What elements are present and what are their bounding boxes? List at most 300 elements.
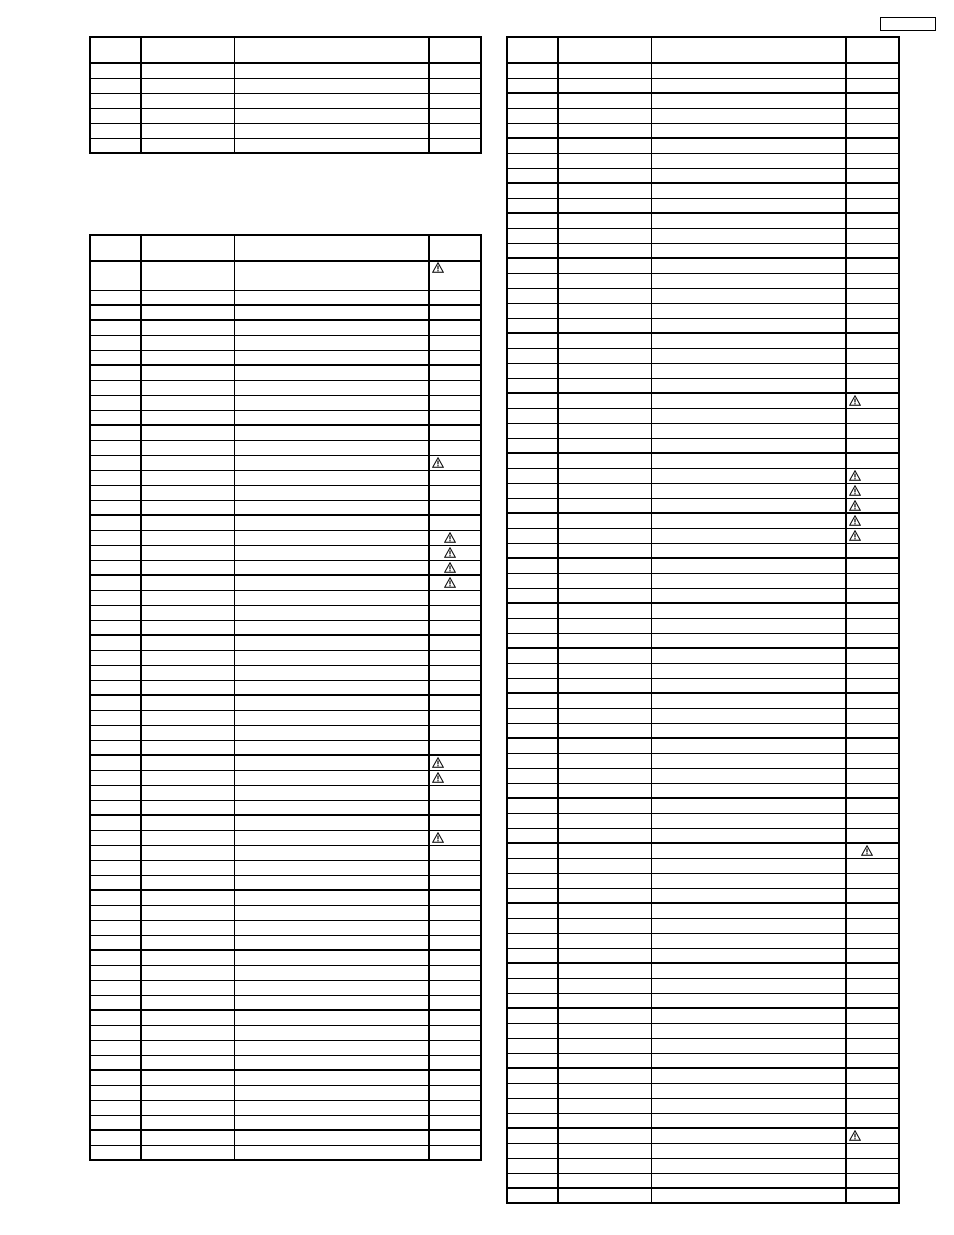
part-no-cell: [558, 63, 651, 78]
warning-triangle-icon: [849, 530, 861, 541]
ref-cell: [90, 138, 141, 153]
ref-cell: [90, 1085, 141, 1100]
qty-cell: [429, 560, 481, 575]
part-no-cell: [558, 1038, 651, 1053]
part-no-cell: [141, 123, 234, 138]
ref-cell: [507, 513, 558, 528]
ref-cell: [90, 755, 141, 770]
table-row: [90, 695, 481, 710]
ref-cell: [90, 365, 141, 380]
description-cell: [234, 965, 429, 980]
ref-cell: [90, 995, 141, 1010]
qty-cell: [429, 605, 481, 620]
description-cell: [234, 845, 429, 860]
warning-triangle-icon: [444, 547, 456, 558]
description-cell: [651, 588, 846, 603]
warning-triangle-icon: [444, 562, 456, 573]
table-row: [90, 395, 481, 410]
ref-cell: [90, 650, 141, 665]
part-no-cell: [141, 830, 234, 845]
part-no-cell: [141, 138, 234, 153]
warning-triangle-icon: [444, 532, 456, 543]
part-no-cell: [141, 63, 234, 78]
qty-cell: [846, 1113, 899, 1128]
description-cell: [651, 288, 846, 303]
qty-cell: [429, 365, 481, 380]
qty-cell: [429, 1145, 481, 1160]
part-no-cell: [558, 1023, 651, 1038]
table-row: [90, 123, 481, 138]
description-cell: [234, 455, 429, 470]
ref-cell: [90, 1010, 141, 1025]
qty-cell: [429, 620, 481, 635]
qty-cell: [846, 37, 899, 63]
table-row: [90, 500, 481, 515]
qty-cell: [846, 603, 899, 618]
qty-cell: [846, 273, 899, 288]
part-no-cell: [558, 888, 651, 903]
description-cell: [651, 138, 846, 153]
part-no-cell: [558, 828, 651, 843]
table-row: [507, 663, 899, 678]
part-no-cell: [558, 273, 651, 288]
part-no-cell: [558, 408, 651, 423]
description-cell: [651, 603, 846, 618]
table-row: [507, 1053, 899, 1068]
ref-cell: [90, 1145, 141, 1160]
part-no-cell: [558, 138, 651, 153]
qty-cell: [429, 425, 481, 440]
qty-cell: [846, 1158, 899, 1173]
description-cell: [234, 950, 429, 965]
qty-cell: [846, 543, 899, 558]
ref-cell: [507, 1188, 558, 1203]
qty-cell: [429, 725, 481, 740]
warning-triangle-icon: [861, 845, 873, 856]
description-cell: [651, 1128, 846, 1143]
part-no-cell: [558, 858, 651, 873]
part-no-cell: [141, 380, 234, 395]
part-no-cell: [558, 108, 651, 123]
qty-cell: [429, 935, 481, 950]
description-cell: [651, 573, 846, 588]
table-row: [90, 290, 481, 305]
table-row: [90, 620, 481, 635]
ref-cell: [507, 108, 558, 123]
table-row: [90, 1055, 481, 1070]
part-no-cell: [141, 530, 234, 545]
qty-cell: [429, 1100, 481, 1115]
ref-cell: [507, 483, 558, 498]
ref-cell: [90, 905, 141, 920]
table-row: [90, 575, 481, 590]
description-cell: [234, 1055, 429, 1070]
table-row: [90, 680, 481, 695]
ref-cell: [90, 108, 141, 123]
table-row: [507, 603, 899, 618]
qty-cell: [846, 468, 899, 483]
description-cell: [651, 1053, 846, 1068]
qty-cell: [429, 1130, 481, 1145]
description-cell: [651, 993, 846, 1008]
description-cell: [234, 665, 429, 680]
table-row: [507, 363, 899, 378]
qty-cell: [846, 768, 899, 783]
qty-cell: [429, 515, 481, 530]
ref-cell: [507, 573, 558, 588]
ref-cell: [507, 723, 558, 738]
description-cell: [651, 693, 846, 708]
qty-cell: [429, 875, 481, 890]
qty-cell: [846, 378, 899, 393]
part-no-cell: [558, 1053, 651, 1068]
qty-cell: [846, 933, 899, 948]
ref-cell: [90, 425, 141, 440]
ref-cell: [90, 440, 141, 455]
ref-cell: [90, 1100, 141, 1115]
description-cell: [651, 948, 846, 963]
description-cell: [234, 320, 429, 335]
description-cell: [234, 530, 429, 545]
part-no-cell: [558, 483, 651, 498]
ref-cell: [507, 37, 558, 63]
description-cell: [651, 213, 846, 228]
table-row: [90, 755, 481, 770]
description-cell: [234, 755, 429, 770]
description-cell: [234, 620, 429, 635]
description-cell: [651, 93, 846, 108]
description-cell: [651, 918, 846, 933]
ref-cell: [507, 708, 558, 723]
ref-cell: [507, 1008, 558, 1023]
warning-triangle-icon: [444, 577, 456, 588]
qty-cell: [429, 815, 481, 830]
table-row: [507, 333, 899, 348]
table-row: [507, 678, 899, 693]
ref-cell: [90, 590, 141, 605]
ref-cell: [507, 408, 558, 423]
table-row: [90, 590, 481, 605]
description-cell: [651, 378, 846, 393]
description-cell: [234, 440, 429, 455]
ref-cell: [90, 455, 141, 470]
qty-cell: [429, 320, 481, 335]
qty-cell: [846, 918, 899, 933]
qty-cell: [846, 783, 899, 798]
qty-cell: [429, 575, 481, 590]
ref-cell: [90, 78, 141, 93]
ref-cell: [507, 168, 558, 183]
qty-cell: [429, 335, 481, 350]
qty-cell: [429, 440, 481, 455]
description-cell: [234, 470, 429, 485]
part-no-cell: [141, 800, 234, 815]
part-no-cell: [558, 393, 651, 408]
description-cell: [651, 1143, 846, 1158]
description-cell: [651, 978, 846, 993]
description-cell: [651, 543, 846, 558]
description-cell: [651, 768, 846, 783]
part-no-cell: [141, 365, 234, 380]
ref-cell: [507, 228, 558, 243]
qty-cell: [846, 888, 899, 903]
part-no-cell: [141, 695, 234, 710]
ref-cell: [90, 515, 141, 530]
ref-cell: [90, 875, 141, 890]
ref-cell: [507, 603, 558, 618]
warning-triangle-icon: [849, 395, 861, 406]
description-cell: [651, 333, 846, 348]
part-no-cell: [558, 603, 651, 618]
qty-cell: [846, 288, 899, 303]
qty-cell: [429, 123, 481, 138]
part-no-cell: [558, 183, 651, 198]
part-no-cell: [141, 485, 234, 500]
table-row: [90, 530, 481, 545]
description-cell: [234, 1010, 429, 1025]
qty-cell: [846, 843, 899, 858]
part-no-cell: [558, 168, 651, 183]
description-cell: [234, 815, 429, 830]
description-cell: [651, 933, 846, 948]
description-cell: [234, 1145, 429, 1160]
table-row: [507, 273, 899, 288]
part-no-cell: [558, 1098, 651, 1113]
warning-triangle-icon: [849, 500, 861, 511]
part-no-cell: [141, 650, 234, 665]
table-row: [90, 455, 481, 470]
description-cell: [234, 590, 429, 605]
qty-cell: [429, 665, 481, 680]
ref-cell: [90, 635, 141, 650]
qty-cell: [429, 1115, 481, 1130]
description-cell: [234, 605, 429, 620]
description-cell: [651, 468, 846, 483]
table-row: [90, 440, 481, 455]
table-row: [507, 1068, 899, 1083]
qty-cell: [429, 78, 481, 93]
ref-cell: [507, 1098, 558, 1113]
part-no-cell: [141, 470, 234, 485]
description-cell: [234, 860, 429, 875]
ref-cell: [507, 978, 558, 993]
ref-cell: [90, 785, 141, 800]
qty-cell: [846, 948, 899, 963]
table-row: [90, 875, 481, 890]
part-no-cell: [141, 845, 234, 860]
description-cell: [234, 905, 429, 920]
table-row: [507, 423, 899, 438]
description-cell: [651, 318, 846, 333]
part-no-cell: [558, 468, 651, 483]
part-no-cell: [558, 1128, 651, 1143]
ref-cell: [507, 753, 558, 768]
description-cell: [651, 1158, 846, 1173]
part-no-cell: [558, 768, 651, 783]
table-row: [507, 303, 899, 318]
qty-cell: [846, 483, 899, 498]
part-no-cell: [141, 785, 234, 800]
qty-cell: [846, 588, 899, 603]
table-row: [507, 393, 899, 408]
parts-table-top-left: [89, 36, 482, 154]
qty-cell: [429, 138, 481, 153]
ref-cell: [90, 470, 141, 485]
table-row: [90, 108, 481, 123]
part-no-cell: [558, 1158, 651, 1173]
ref-cell: [90, 1130, 141, 1145]
qty-cell: [846, 693, 899, 708]
table-header-row: [90, 37, 481, 63]
description-cell: [651, 393, 846, 408]
table-row: [507, 618, 899, 633]
part-no-cell: [141, 665, 234, 680]
part-no-cell: [141, 410, 234, 425]
table-row: [507, 1143, 899, 1158]
ref-cell: [507, 153, 558, 168]
ref-cell: [90, 920, 141, 935]
table-row: [90, 815, 481, 830]
table-row: [507, 123, 899, 138]
description-cell: [651, 1098, 846, 1113]
part-no-cell: [558, 243, 651, 258]
part-no-cell: [141, 770, 234, 785]
part-no-cell: [558, 948, 651, 963]
qty-cell: [429, 785, 481, 800]
qty-cell: [429, 485, 481, 500]
qty-cell: [429, 545, 481, 560]
ref-cell: [90, 1025, 141, 1040]
description-cell: [651, 168, 846, 183]
ref-cell: [90, 725, 141, 740]
description-cell: [651, 123, 846, 138]
qty-cell: [846, 93, 899, 108]
table-row: [90, 560, 481, 575]
ref-cell: [507, 213, 558, 228]
qty-cell: [429, 261, 481, 290]
description-cell: [651, 783, 846, 798]
warning-triangle-icon: [849, 485, 861, 496]
description-cell: [234, 93, 429, 108]
table-row: [90, 1085, 481, 1100]
part-no-cell: [141, 395, 234, 410]
qty-cell: [846, 1173, 899, 1188]
ref-cell: [507, 318, 558, 333]
part-no-cell: [558, 198, 651, 213]
table-row: [507, 183, 899, 198]
ref-cell: [507, 123, 558, 138]
table-row: [90, 63, 481, 78]
qty-cell: [846, 873, 899, 888]
table-row: [90, 515, 481, 530]
qty-cell: [846, 258, 899, 273]
description-cell: [234, 785, 429, 800]
qty-cell: [846, 303, 899, 318]
qty-cell: [429, 470, 481, 485]
part-no-cell: [141, 500, 234, 515]
part-no-cell: [558, 813, 651, 828]
ref-cell: [507, 963, 558, 978]
qty-cell: [429, 108, 481, 123]
part-no-cell: [141, 590, 234, 605]
table-row: [507, 843, 899, 858]
ref-cell: [507, 873, 558, 888]
ref-cell: [90, 560, 141, 575]
ref-cell: [507, 453, 558, 468]
table-row: [90, 710, 481, 725]
table-row: [90, 1010, 481, 1025]
table-row: [507, 798, 899, 813]
ref-cell: [507, 138, 558, 153]
part-no-cell: [558, 993, 651, 1008]
description-cell: [651, 858, 846, 873]
part-no-cell: [141, 740, 234, 755]
part-no-cell: [558, 288, 651, 303]
ref-cell: [90, 695, 141, 710]
description-cell: [234, 575, 429, 590]
table-row: [507, 813, 899, 828]
qty-cell: [429, 950, 481, 965]
table-row: [90, 605, 481, 620]
part-no-cell: [558, 423, 651, 438]
table-row: [507, 228, 899, 243]
table-row: [90, 380, 481, 395]
ref-cell: [507, 948, 558, 963]
table-row: [507, 78, 899, 93]
ref-cell: [90, 890, 141, 905]
part-no-cell: [558, 1143, 651, 1158]
ref-cell: [90, 575, 141, 590]
ref-cell: [507, 813, 558, 828]
part-no-cell: [558, 918, 651, 933]
table-row: [507, 438, 899, 453]
part-no-cell: [558, 873, 651, 888]
ref-cell: [90, 860, 141, 875]
ref-cell: [507, 288, 558, 303]
table-row: [90, 1130, 481, 1145]
part-no-cell: [558, 933, 651, 948]
ref-cell: [507, 768, 558, 783]
part-no-cell: [558, 258, 651, 273]
qty-cell: [846, 678, 899, 693]
ref-cell: [507, 363, 558, 378]
part-no-cell: [558, 348, 651, 363]
qty-cell: [846, 108, 899, 123]
description-cell: [234, 365, 429, 380]
ref-cell: [507, 1083, 558, 1098]
qty-cell: [846, 1188, 899, 1203]
qty-cell: [429, 860, 481, 875]
table-row: [507, 1083, 899, 1098]
description-cell: [651, 1068, 846, 1083]
description-cell: [234, 425, 429, 440]
qty-cell: [846, 198, 899, 213]
qty-cell: [846, 363, 899, 378]
table-row: [507, 768, 899, 783]
qty-cell: [429, 1055, 481, 1070]
qty-cell: [846, 498, 899, 513]
ref-cell: [507, 693, 558, 708]
part-no-cell: [141, 620, 234, 635]
description-cell: [651, 738, 846, 753]
table-row: [90, 320, 481, 335]
table-row: [90, 410, 481, 425]
description-cell: [234, 680, 429, 695]
qty-cell: [846, 528, 899, 543]
ref-cell: [507, 1053, 558, 1068]
part-no-cell: [558, 708, 651, 723]
table-row: [507, 258, 899, 273]
